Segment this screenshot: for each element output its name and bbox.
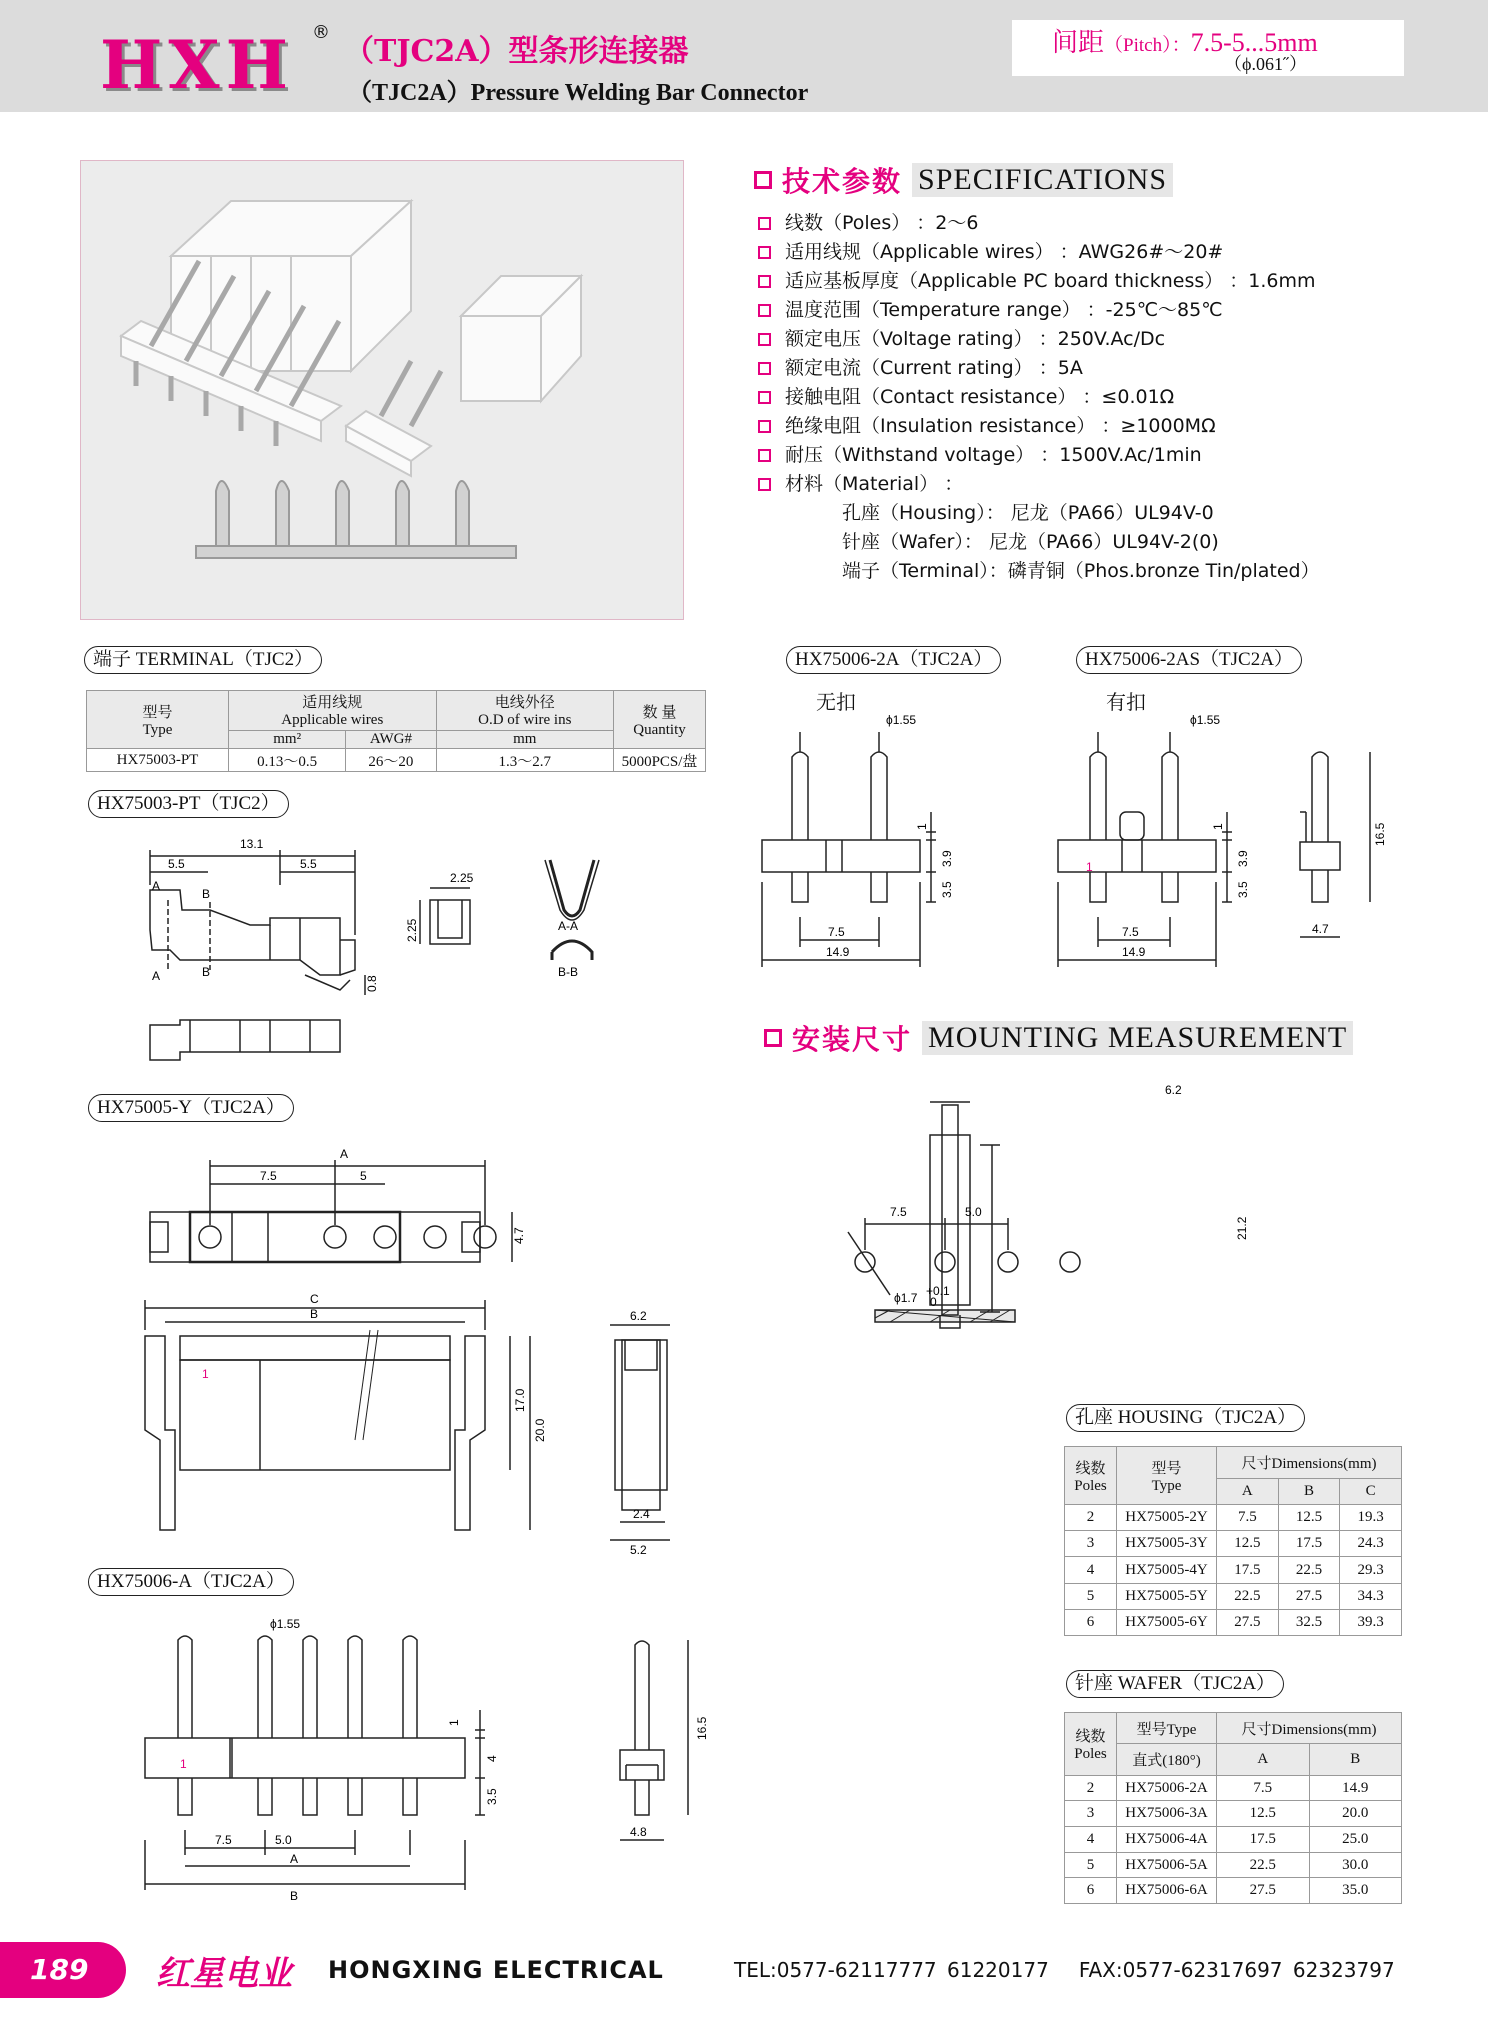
mounting-title-cn: 安装尺寸 [792,1023,913,1056]
table-cell: 22.5 [1278,1557,1340,1583]
table-cell: 34.3 [1340,1583,1402,1609]
th-dims: 尺寸Dimensions(mm) [1217,1713,1402,1744]
spec-item [758,324,1165,351]
th-poles-cn: 线数 [1075,1460,1106,1477]
dim: 0.8 [365,975,379,992]
table-cell: 2 [1065,1775,1117,1801]
spec-item [758,295,1223,322]
table-cell: 17.5 [1217,1827,1310,1853]
dim: ϕ1.55 [1190,713,1221,727]
dim: 20.0 [533,1418,547,1442]
dim: 5.5 [168,857,185,871]
terminal-drawing [140,830,610,1080]
spec-text: 额定电压（Voltage rating） ：250V.Ac/Dc [785,328,1166,350]
material-item: 孔座（Housing）： 尼龙（PA66）UL94V-0 [842,502,1214,524]
table-cell: 7.5 [1217,1505,1279,1531]
contact-line [734,1958,1395,1982]
product-photo [80,160,684,620]
bullet-square-icon [758,246,771,259]
dim: 5 [360,1169,367,1183]
dim: B [202,887,211,901]
dim: 21.2 [1235,1216,1249,1240]
pitch-value: 7.5-5...5mm [1190,28,1318,57]
dim: 4.7 [512,1227,526,1244]
th-wires-cn: 适用线规 [302,695,363,712]
dim: 16.5 [695,1716,709,1740]
table-cell: 32.5 [1278,1609,1340,1635]
dim: B [202,965,211,979]
terminal-table [86,690,706,772]
dim: 4 [485,1755,499,1762]
dim: 1 [915,823,929,830]
cell-awg: 26～20 [346,749,436,772]
dim: 3.5 [485,1788,499,1805]
dim: 7.5 [890,1205,907,1219]
dim: 7.5 [260,1169,277,1183]
dim: A [290,1852,299,1866]
table-row [1065,1557,1402,1583]
table-cell: 6 [1065,1878,1117,1904]
dim: ϕ1.7 [894,1291,918,1305]
th-poles: Poles [1074,1745,1107,1762]
section-square-icon [754,171,772,189]
dim: 3.5 [940,881,954,898]
th-od-cn: 电线外径 [494,695,555,712]
table-cell: 5 [1065,1852,1117,1878]
dim: A [340,1147,349,1161]
cell-od: 1.3～2.7 [436,749,613,772]
pitch-cn: 间距 [1052,28,1105,57]
spec-item [758,411,1216,438]
dim: 16.5 [1373,822,1387,846]
table-cell: HX75006-4A [1117,1827,1217,1853]
table-row [1065,1827,1402,1853]
table-cell: 27.5 [1278,1583,1340,1609]
th-type-cn: 型号 [1151,1460,1182,1477]
table-cell: HX75005-6Y [1117,1609,1217,1635]
table-row [87,749,706,772]
dim: 3.9 [1236,850,1250,867]
dim: 5.0 [275,1833,292,1847]
pin-one-mark: 1 [202,1367,209,1381]
table-cell: 5 [1065,1583,1117,1609]
dim: ϕ1.55 [270,1617,301,1631]
spec-item [758,237,1223,264]
y-label: HX75005-Y（TJC2A） [88,1094,294,1122]
dim: 13.1 [240,837,264,851]
a-label: HX75006-A（TJC2A） [88,1568,294,1596]
dim: 1 [447,1719,461,1726]
brand-logo: HXH [100,26,294,104]
dim: A-A [558,919,579,933]
dim: 5.2 [630,1543,647,1557]
with-lock-caption: 有扣 [1106,690,1146,714]
specifications-title-en: SPECIFICATIONS [912,163,1173,197]
dim: +0.1 [926,1284,950,1298]
wafer-drawing [140,1600,740,1910]
table-row [1065,1583,1402,1609]
registered-mark: ® [312,22,330,43]
table-cell: HX75005-5Y [1117,1583,1217,1609]
table-cell: 2 [1065,1505,1117,1531]
table-cell: 12.5 [1278,1505,1340,1531]
spec-text: 耐压（Withstand voltage） ：1500V.Ac/1min [785,444,1202,466]
dim: 3.9 [940,850,954,867]
table-cell: 24.3 [1340,1531,1402,1557]
dim: B [290,1889,299,1903]
title-cn: （TJC2A）型条形连接器 [344,34,689,69]
wafer-label: 针座 WAFER（TJC2A） [1066,1670,1284,1698]
spec-text: 绝缘电阻（Insulation resistance） ：≥1000MΩ [785,415,1216,437]
dim: B [310,1307,319,1321]
spec-text: 材料（Material） ： [785,473,964,495]
table-cell: HX75005-4Y [1117,1557,1217,1583]
housing-label: 孔座 HOUSING（TJC2A） [1066,1404,1305,1432]
dim: 5.0 [965,1205,982,1219]
table-cell: HX75005-2Y [1117,1505,1217,1531]
table-cell: 17.5 [1278,1531,1340,1557]
dim: 14.9 [1122,945,1146,959]
spec-item [758,440,1202,467]
housing-drawing [140,1140,700,1600]
bullet-square-icon [758,420,771,433]
table-cell: HX75006-5A [1117,1852,1217,1878]
dim: 7.5 [1122,925,1139,939]
table-row [1065,1505,1402,1531]
th-style: 直式(180°) [1117,1744,1217,1775]
table-cell: 17.5 [1217,1557,1279,1583]
table-cell: HX75006-3A [1117,1801,1217,1827]
dim: B-B [558,965,579,979]
th-col: A [1217,1744,1310,1775]
th-col: B [1309,1744,1402,1775]
table-cell: HX75006-6A [1117,1878,1217,1904]
table-cell: 27.5 [1217,1609,1279,1635]
table-row [1065,1531,1402,1557]
table-cell: 7.5 [1217,1775,1310,1801]
bullet-square-icon [758,333,771,346]
dim: C [310,1292,319,1306]
th-type: 型号Type [1117,1713,1217,1744]
table-cell: 20.0 [1309,1801,1402,1827]
spec-text: 额定电流（Current rating） ：5A [785,357,1083,379]
th-poles-cn: 线数 [1075,1728,1106,1745]
spec-text: 温度范围（Temperature range） ：-25℃～85℃ [785,299,1223,321]
housing-table [1064,1446,1402,1636]
specifications-heading [754,160,1173,200]
dim: 4.7 [1312,922,1329,936]
spec-text: 适应基板厚度（Applicable PC board thickness） ：1.6mm [785,270,1316,292]
dim: 6.2 [1165,1083,1182,1097]
spec-text: 线数（Poles） ：2～6 [785,212,979,234]
page-number: 189 [0,1942,126,1998]
product-photo-illustration [81,161,685,621]
th-type-cn: 型号 [142,704,173,721]
tel-number: TEL:0577-62117777 61220177 [734,1958,1049,1982]
dim: ϕ1.55 [886,713,917,727]
bullet-square-icon [758,217,771,230]
table-cell: 3 [1065,1531,1117,1557]
spec-item [758,382,1174,409]
table-row [1065,1801,1402,1827]
table-cell: 14.9 [1309,1775,1402,1801]
mounting-title-en: MOUNTING MEASUREMENT [922,1021,1353,1055]
material-item: 针座（Wafer）： 尼龙（PA66）UL94V-2(0) [842,531,1219,553]
dim: 7.5 [828,925,845,939]
spec-item [758,469,963,496]
table-cell: 3 [1065,1801,1117,1827]
table-cell: 12.5 [1217,1801,1310,1827]
table-cell: 4 [1065,1557,1117,1583]
th-col: B [1278,1478,1340,1504]
section-square-icon [764,1029,782,1047]
bullet-square-icon [758,478,771,491]
bullet-square-icon [758,362,771,375]
table-cell: 29.3 [1340,1557,1402,1583]
th-unit-mm2: mm² [229,730,346,748]
dim: 14.9 [826,945,850,959]
table-cell: 22.5 [1217,1852,1310,1878]
pin-one-mark: 1 [1086,860,1093,874]
th-col: A [1217,1478,1279,1504]
pitch-inch: （ϕ.061˝） [1224,54,1307,74]
wafer-2as-drawing [1050,712,1430,972]
dim: 2.4 [633,1507,650,1521]
dim: A [152,879,161,893]
th-wires: Applicable wires [281,712,384,729]
dim: 7.5 [215,1833,232,1847]
spec-item [758,208,979,235]
table-cell: 39.3 [1340,1609,1402,1635]
no-lock-caption: 无扣 [816,690,856,714]
as2-label: HX75006-2AS（TJC2A） [1076,646,1302,674]
spec-text: 适用线规（Applicable wires） ：AWG26#～20# [785,241,1224,263]
company-name-en: HONGXING ELECTRICAL [328,1956,664,1984]
table-cell: 12.5 [1217,1531,1279,1557]
table-cell: 19.3 [1340,1505,1402,1531]
mounting-heading [764,1018,1353,1058]
table-row [1065,1775,1402,1801]
dim: 2.25 [450,871,474,885]
th-col: C [1340,1478,1402,1504]
table-cell: 25.0 [1309,1827,1402,1853]
pitch-box [1012,20,1404,76]
pt-label: HX75003-PT（TJC2） [88,790,289,818]
dim: 0 [930,1295,937,1309]
wafer-table [1064,1712,1402,1904]
th-qty: Quantity [633,721,686,738]
cell-type: HX75003-PT [87,749,229,772]
table-cell: 22.5 [1217,1583,1279,1609]
table-row [1065,1852,1402,1878]
table-cell: HX75005-3Y [1117,1531,1217,1557]
dim: A [152,969,161,983]
a2-label: HX75006-2A（TJC2A） [786,646,1001,674]
cell-qty: 5000PCS/盘 [614,749,706,772]
mounting-drawing [830,1080,1280,1360]
company-name-cn: 红星电业 [156,1954,292,1994]
spec-item [758,266,1316,293]
th-unit-awg: AWG# [346,730,436,748]
spec-item [758,353,1083,380]
bullet-square-icon [758,391,771,404]
th-type: Type [142,721,173,738]
th-qty-cn: 数 量 [642,704,677,721]
table-cell: HX75006-2A [1117,1775,1217,1801]
title-en: （TJC2A）Pressure Welding Bar Connector [348,80,809,106]
table-cell: 4 [1065,1827,1117,1853]
material-item: 端子（Terminal）：磷青铜（Phos.bronze Tin/plated） [842,560,1320,582]
th-unit-mm: mm [436,730,613,748]
fax-number: FAX:0577-62317697 62323797 [1078,1958,1395,1982]
table-row [1065,1878,1402,1904]
table-row [1065,1609,1402,1635]
specifications-title-cn: 技术参数 [782,165,903,198]
spec-text: 接触电阻（Contact resistance） ：≤0.01Ω [785,386,1175,408]
dim: 1 [1211,823,1225,830]
pitch-label: （Pitch）： [1104,35,1191,56]
dim: 6.2 [630,1309,647,1323]
wafer-2a-drawing [756,712,996,972]
th-type: Type [1151,1477,1182,1494]
bullet-square-icon [758,275,771,288]
table-cell: 6 [1065,1609,1117,1635]
table-cell: 27.5 [1217,1878,1310,1904]
cell-mm2: 0.13～0.5 [229,749,346,772]
dim: 5.5 [300,857,317,871]
bullet-square-icon [758,304,771,317]
dim: 4.8 [630,1825,647,1839]
th-poles: Poles [1074,1477,1107,1494]
bullet-square-icon [758,449,771,462]
th-od: O.D of wire ins [478,712,572,729]
dim: 2.25 [405,918,419,942]
terminal-label: 端子 TERMINAL（TJC2） [84,646,322,674]
table-cell: 30.0 [1309,1852,1402,1878]
dim: 17.0 [513,1388,527,1412]
pin-one-mark: 1 [180,1757,187,1771]
dim: 3.5 [1236,881,1250,898]
th-dims: 尺寸Dimensions(mm) [1217,1447,1402,1479]
table-cell: 35.0 [1309,1878,1402,1904]
